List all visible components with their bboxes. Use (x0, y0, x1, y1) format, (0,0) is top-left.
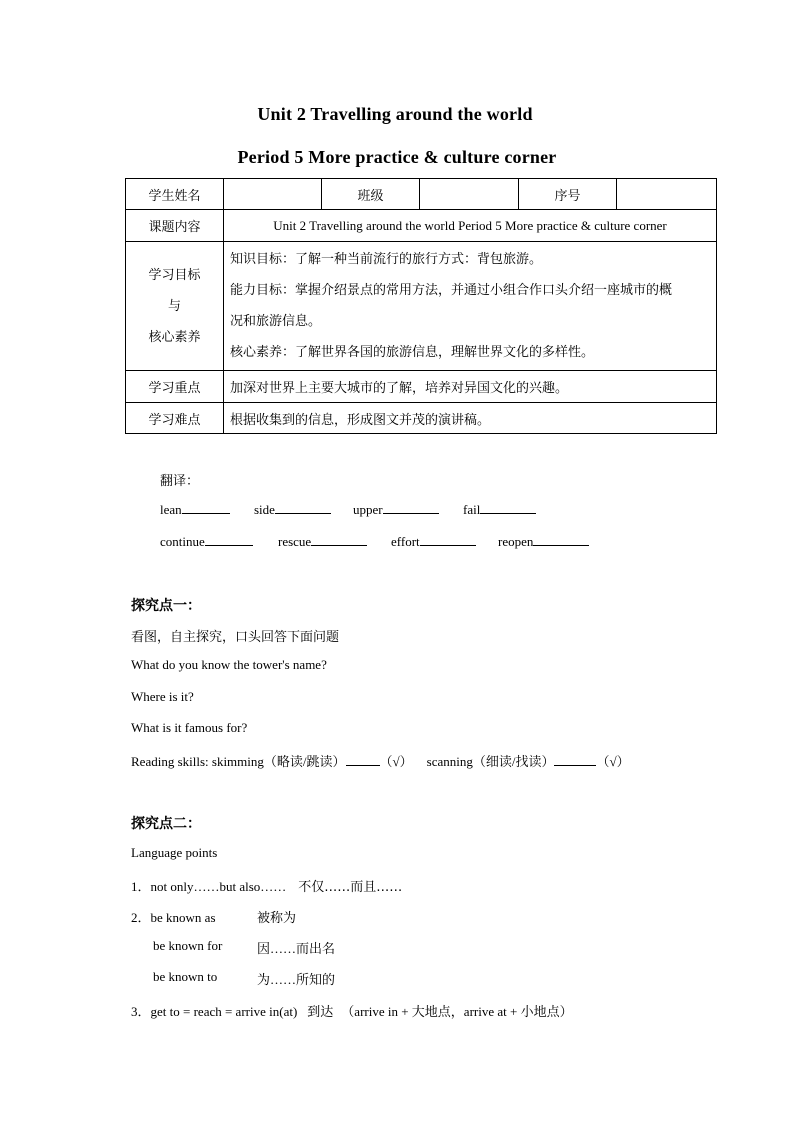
reading-skills (131, 751, 630, 770)
skills-prefix: Reading skills: skimming（略读/跳读） (131, 754, 346, 769)
answer-blank[interactable] (383, 501, 439, 514)
vocab-word: side (254, 502, 275, 517)
skills-check-1: （√） (379, 754, 413, 769)
goal-ability-line1: 能力目标：掌握介绍景点的常用方法，并通过小组合作口头介绍一座城市的概 (230, 283, 673, 298)
vocab-word: lean (160, 502, 182, 517)
answer-blank[interactable] (533, 533, 589, 546)
answer-blank[interactable] (182, 501, 230, 514)
skills-mid: scanning（细读/找读） (426, 754, 555, 769)
page-subtitle: Period 5 More practice & culture corner (237, 147, 557, 167)
section1-instruction: 看图，自主探究，口头回答下面问题 (131, 629, 340, 644)
seat-label: 序号 (519, 179, 617, 210)
point-english: get to = reach = arrive in(at) (150, 1004, 298, 1019)
section2-heading: 探究点二： (131, 816, 201, 832)
topic-label: 课题内容 (126, 210, 224, 242)
scanning-blank[interactable] (554, 753, 596, 766)
answer-blank[interactable] (275, 501, 331, 514)
section1-heading: 探究点一： (131, 598, 201, 614)
answer-blank[interactable] (420, 533, 476, 546)
info-table (125, 178, 717, 434)
vocab-word: effort (391, 534, 420, 549)
difficulty-label: 学习难点 (126, 403, 224, 434)
skills-check-2: （√） (596, 754, 630, 769)
vocab-item (391, 533, 476, 550)
answer-blank[interactable] (311, 533, 367, 546)
point-chinese: 被称为 (257, 910, 297, 925)
vocab-item (278, 533, 367, 550)
point-chinese: 为……所知的 (257, 972, 336, 987)
vocab-item (463, 501, 536, 518)
student-name-field[interactable] (224, 179, 322, 210)
language-points-heading: Language points (131, 845, 218, 860)
skimming-blank[interactable] (346, 753, 380, 766)
key-points-label: 学习重点 (126, 371, 224, 403)
goals-label-line1: 学习目标 (148, 267, 201, 283)
vocab-word: fail (463, 502, 481, 517)
page-title: Unit 2 Travelling around the world (257, 104, 533, 124)
translation-label: 翻译： (160, 473, 200, 488)
vocab-word: continue (160, 534, 205, 549)
answer-blank[interactable] (205, 533, 253, 546)
point-chinese: 因……而出名 (257, 941, 336, 956)
point-chinese: 到达 (307, 1005, 334, 1020)
point-english: not only……but also…… (150, 879, 287, 894)
difficulty-value: 根据收集到的信息，形成图文并茂的演讲稿。 (224, 403, 717, 434)
goal-knowledge: 知识目标：了解一种当前流行的旅行方式：背包旅游。 (230, 252, 543, 267)
vocab-item (160, 501, 230, 518)
point-number: 1． (131, 879, 151, 894)
vocab-item (498, 533, 589, 550)
goal-core: 核心素养：了解世界各国的旅游信息，理解世界文化的多样性。 (230, 345, 595, 360)
goals-label (126, 242, 224, 371)
question-3: What is it famous for? (131, 720, 248, 735)
point-chinese: 不仅……而且…… (298, 880, 403, 895)
language-point-2 (131, 907, 216, 926)
class-label: 班级 (322, 179, 420, 210)
point-english: be known to (153, 969, 218, 984)
language-point-1 (131, 876, 402, 895)
goal-ability-line2: 况和旅游信息。 (230, 314, 322, 329)
student-name-label: 学生姓名 (126, 179, 224, 210)
question-2: Where is it? (131, 689, 194, 704)
seat-field[interactable] (617, 179, 717, 210)
vocab-word: reopen (498, 534, 534, 549)
vocab-item (160, 533, 253, 550)
vocab-word: rescue (278, 534, 312, 549)
goals-label-line2: 与 (167, 298, 181, 314)
key-points-value: 加深对世界上主要大城市的了解，培养对异国文化的兴趣。 (224, 371, 717, 403)
vocab-word: upper (353, 502, 383, 517)
point-note: （arrive in + 大地点，arrive at + 小地点） (341, 1004, 573, 1019)
vocab-item (254, 501, 331, 518)
question-1: What do you know the tower's name? (131, 657, 327, 672)
point-english: be known as (150, 910, 216, 925)
point-number: 3． (131, 1004, 151, 1019)
answer-blank[interactable] (480, 501, 536, 514)
point-english: be known for (153, 938, 223, 953)
language-point-3 (131, 1001, 573, 1020)
goals-content (224, 242, 717, 371)
goals-label-line3: 核心素养 (148, 329, 201, 345)
class-field[interactable] (420, 179, 519, 210)
topic-value: Unit 2 Travelling around the world Period 5 More practice & culture corner (224, 210, 717, 242)
vocab-item (353, 501, 439, 518)
point-number: 2． (131, 910, 151, 925)
